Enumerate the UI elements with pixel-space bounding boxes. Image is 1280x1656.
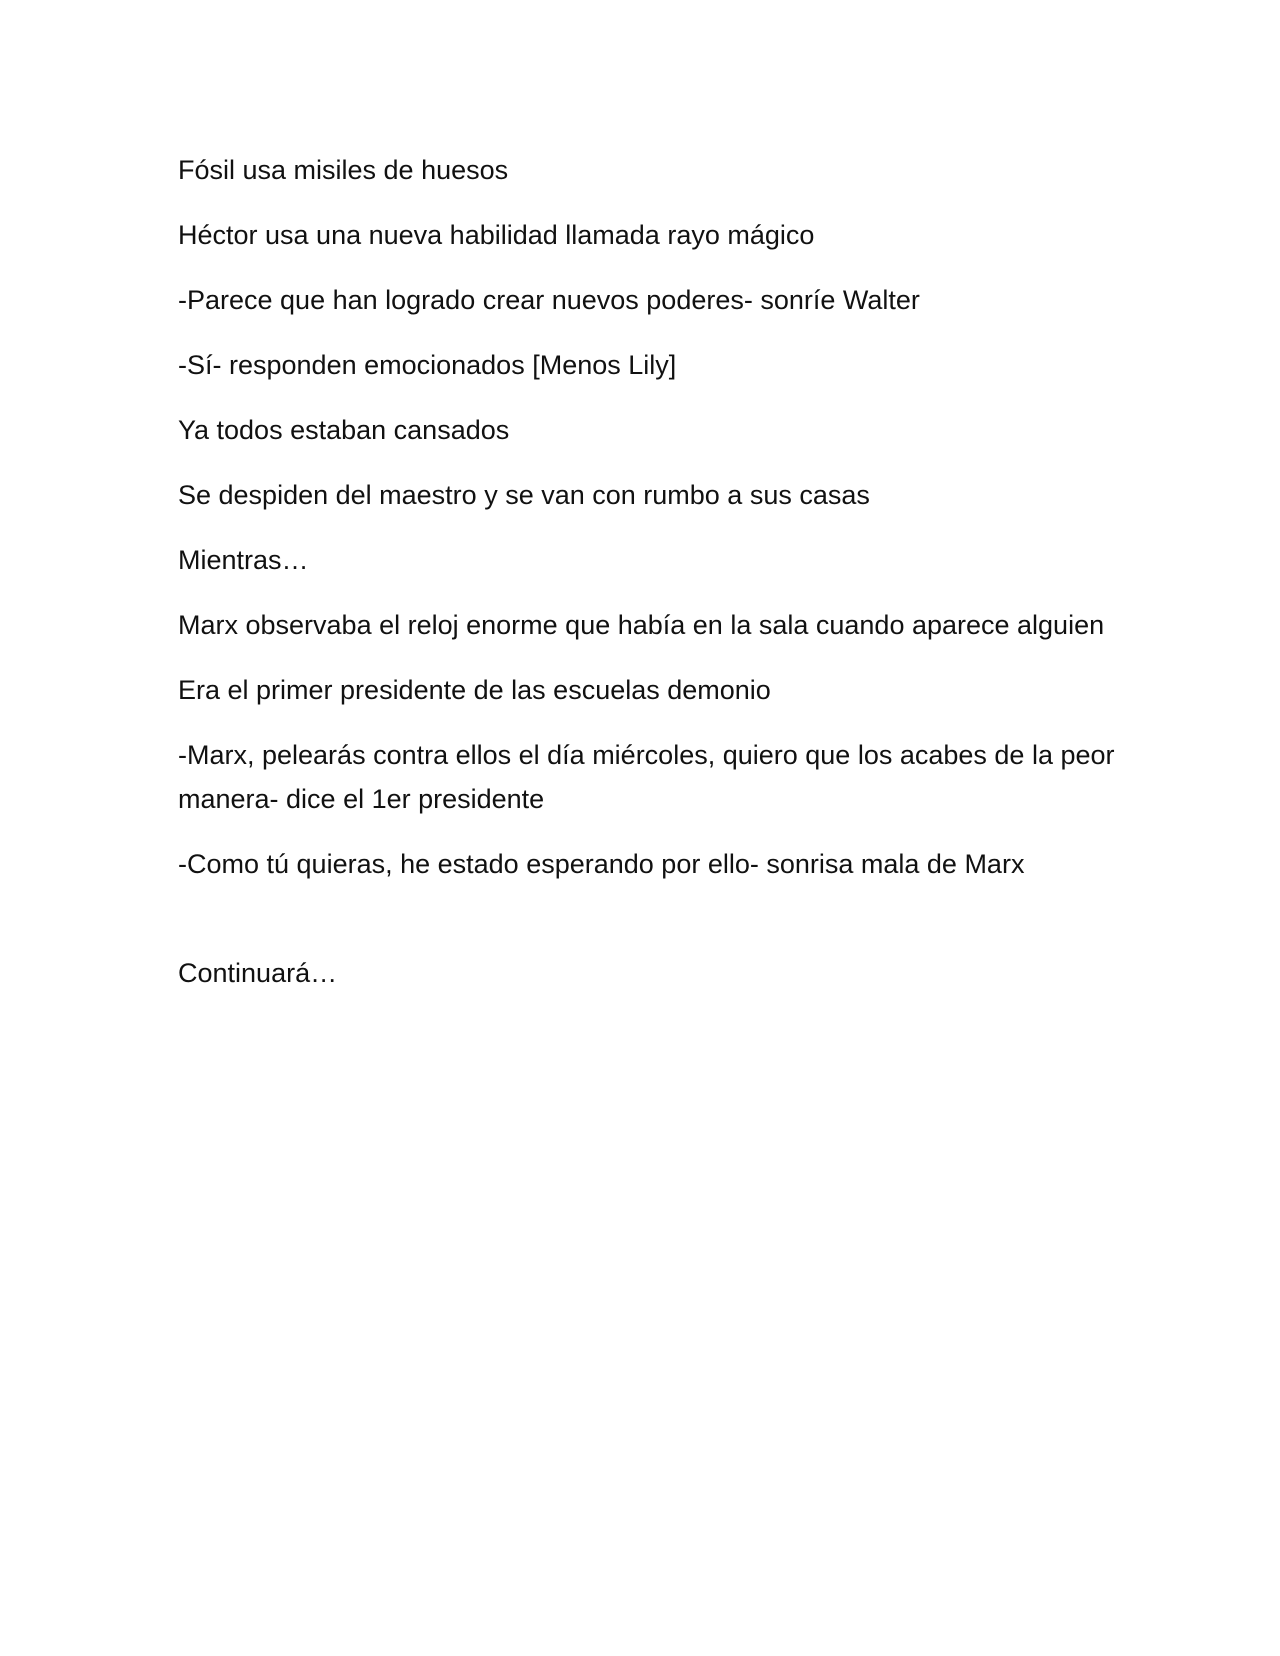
paragraph: -Parece que han logrado crear nuevos poderes- sonríe Walter: [178, 285, 920, 315]
paragraph: Se despiden del maestro y se van con rumbo a sus casas: [178, 480, 870, 510]
paragraph: Héctor usa una nueva habilidad llamada rayo mágico: [178, 220, 815, 250]
paragraph: -Sí- responden emocionados [Menos Lily]: [178, 350, 677, 380]
closing-line: Continuará…: [178, 958, 338, 988]
paragraph: Era el primer presidente de las escuelas demonio: [178, 675, 771, 705]
paragraph: Ya todos estaban cansados: [178, 415, 510, 445]
paragraph: Marx observaba el reloj enorme que había en la sala cuando aparece alguien: [178, 610, 1105, 640]
paragraph: Fósil usa misiles de huesos: [178, 155, 509, 185]
paragraph: -Marx, pelearás contra ellos el día miércoles, quiero que los acabes de la peor manera- dice el 1er presidente: [178, 740, 1115, 814]
paragraph: Mientras…: [178, 545, 309, 575]
document-body: [178, 148, 1118, 1016]
paragraph: -Como tú quieras, he estado esperando por ello- sonrisa mala de Marx: [178, 849, 1025, 879]
